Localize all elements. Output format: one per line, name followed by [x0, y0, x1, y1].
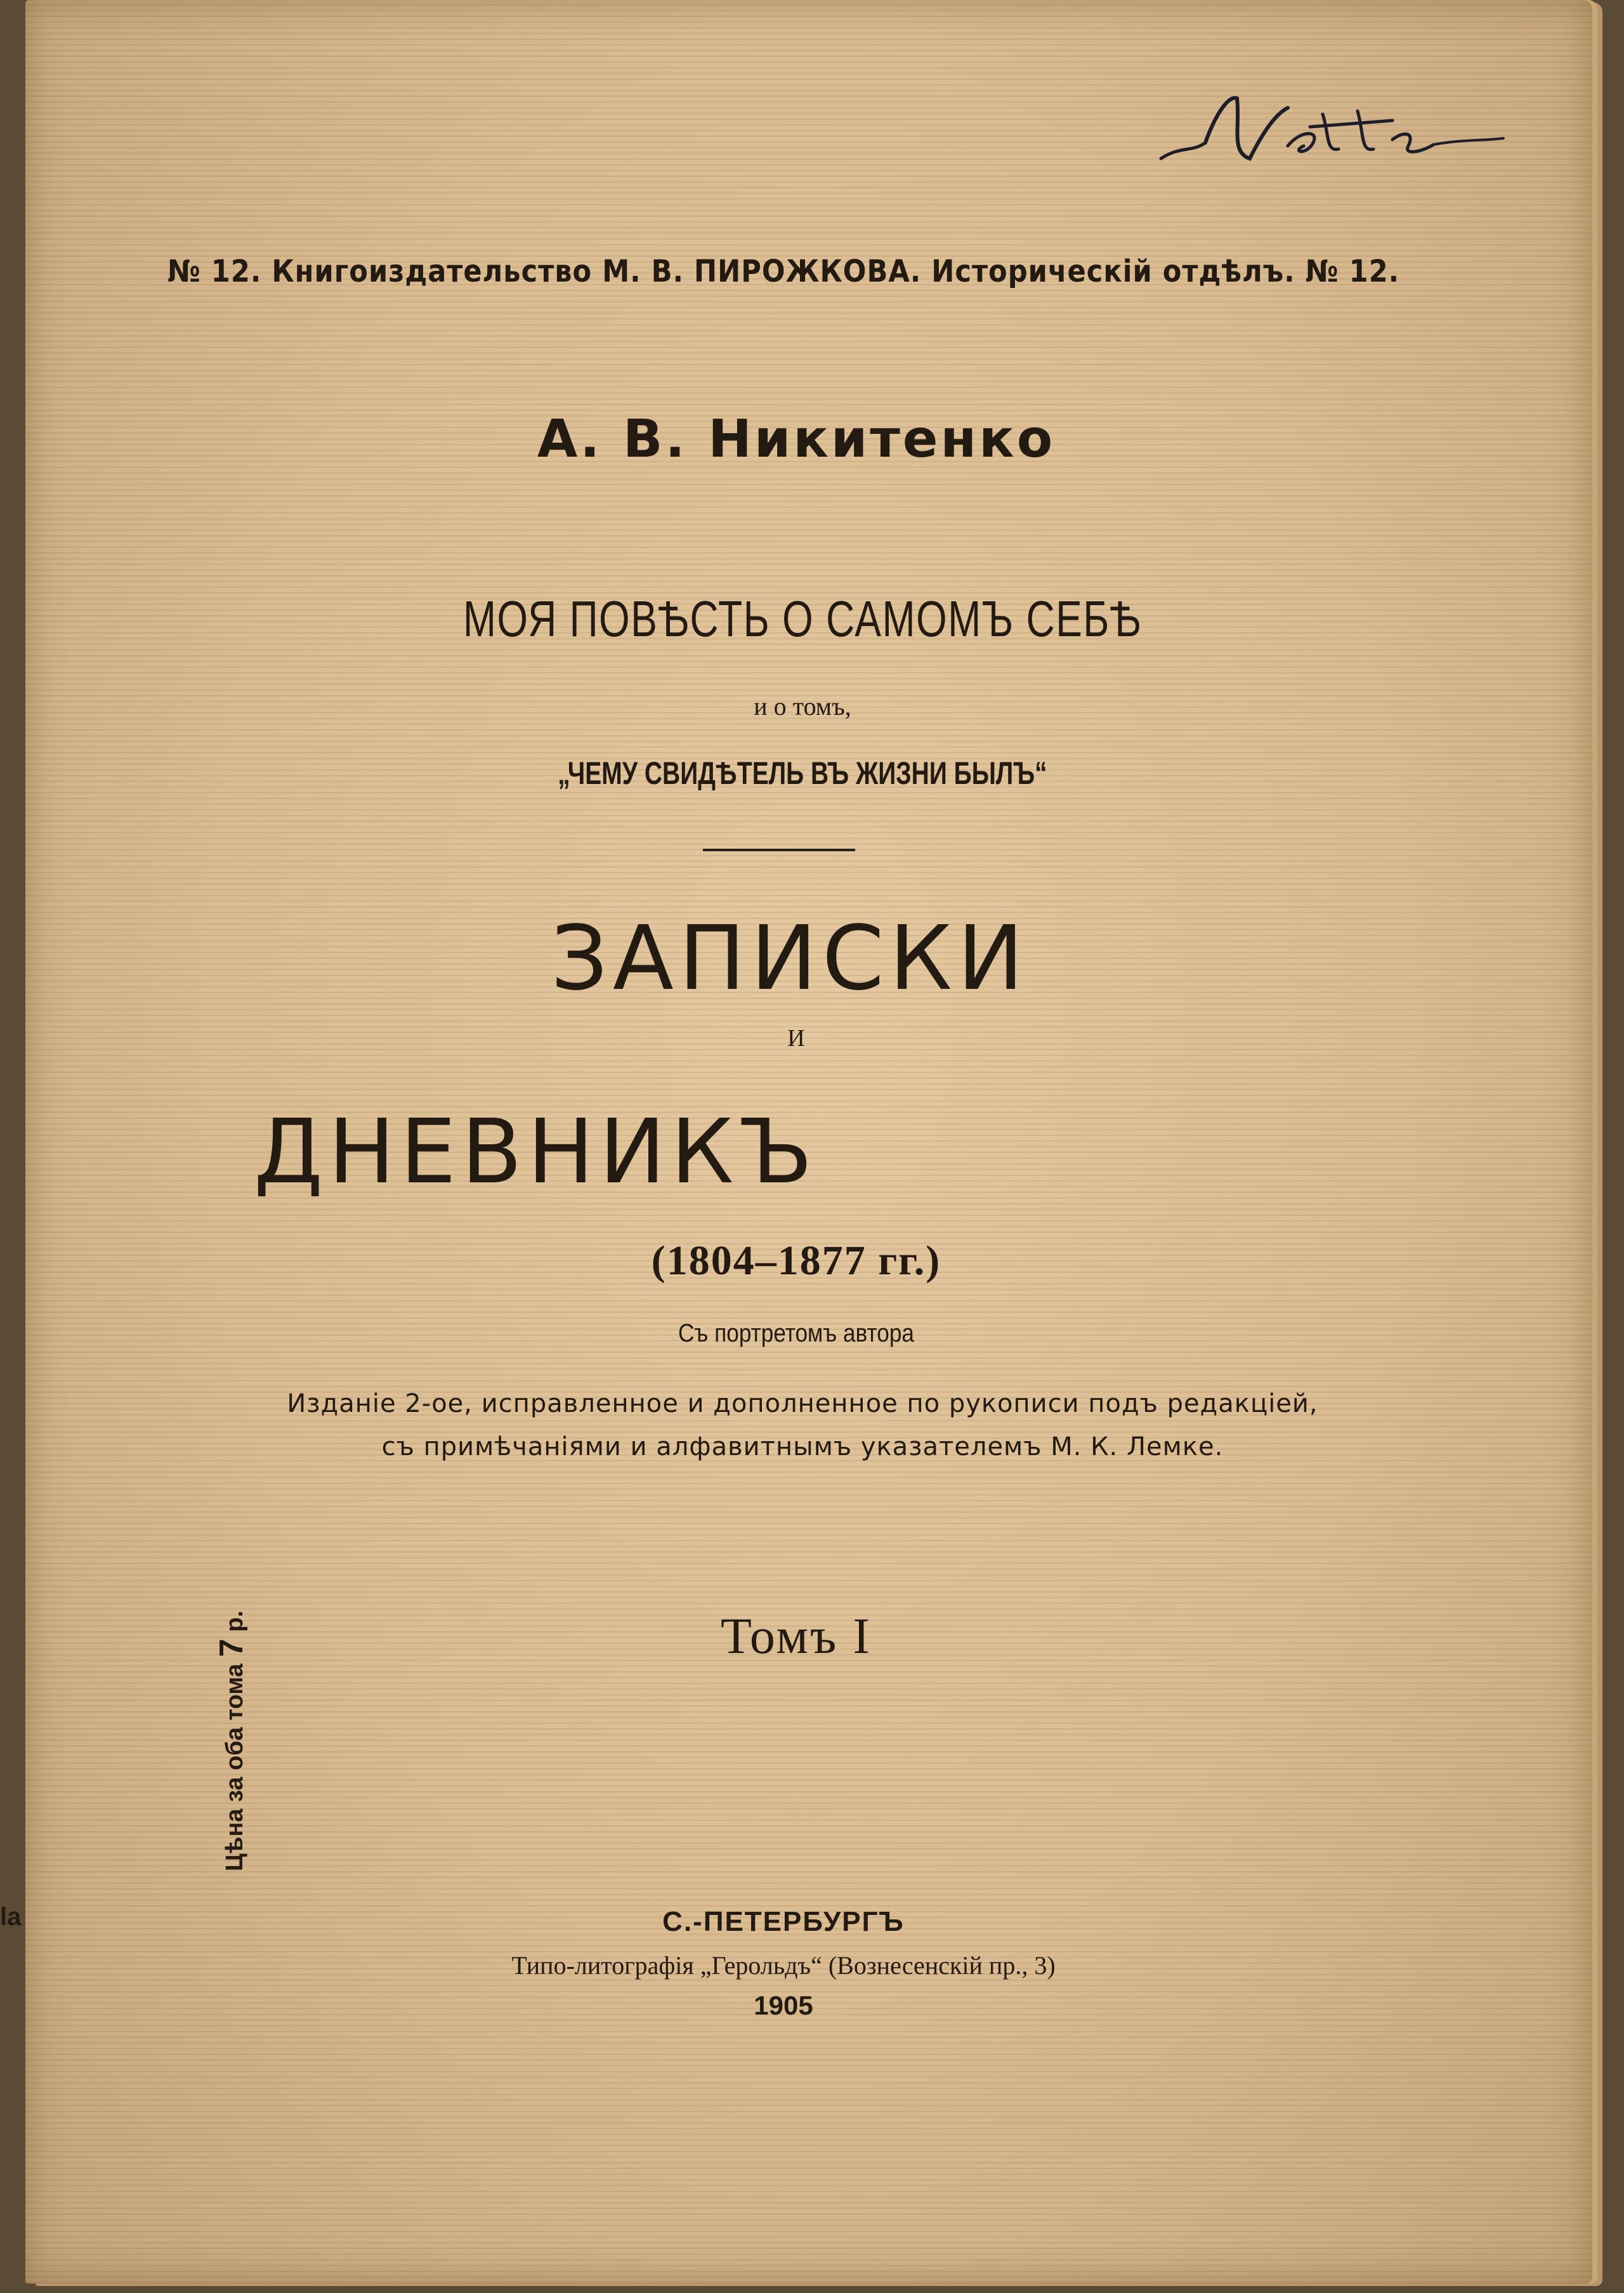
- portrait-note: Съ портретомъ автора: [678, 1319, 914, 1347]
- edition-line-1: Изданіе 2-ое, исправленное и дополненное по рукописи подъ редакціей,: [287, 1389, 1318, 1418]
- title-conjunction: И: [787, 1025, 805, 1052]
- volume-label: Томъ I: [721, 1609, 872, 1664]
- series-line: № 12. Книгоиздательство М. В. ПИРОЖКОВА. Историческій отдѣлъ. № 12.: [167, 254, 1400, 289]
- handwritten-signature: [1155, 70, 1510, 184]
- edition-line-2: съ примѣчаніями и алфавитнымъ указателемъ М. К. Лемке.: [381, 1432, 1224, 1461]
- years-range: (1804–1877 гг.): [651, 1238, 941, 1284]
- divider-rule: [703, 849, 855, 851]
- subtitle-quote: „ЧЕМУ СВИДѢТЕЛЬ ВЪ ЖИЗНИ БЫЛЪ“: [558, 755, 1047, 791]
- price-text: Цѣна за оба тома: [221, 1663, 248, 1871]
- edge-mark: la: [0, 1903, 22, 1931]
- price-value: 7: [213, 1638, 250, 1657]
- title-part2: ДНЕВНИКЪ: [254, 1101, 818, 1204]
- author-name: А. В. Никитенко: [537, 409, 1056, 469]
- subtitle-and: и о томъ,: [754, 692, 851, 721]
- price-unit: р.: [221, 1610, 248, 1632]
- publication-year: 1905: [754, 1990, 813, 2020]
- price-note: [213, 1610, 251, 1871]
- title-part1: ЗАПИСКИ: [551, 907, 1029, 1010]
- book-cover: [25, 0, 1592, 2283]
- publication-city: С.-ПЕТЕРБУРГЪ: [662, 1906, 905, 1937]
- printer-line: Типо-литографія „Герольдъ“ (Вознесенскій пр., 3): [511, 1951, 1056, 1980]
- subtitle-main: МОЯ ПОВѢСТЬ О САМОМЪ СЕБѢ: [462, 591, 1143, 647]
